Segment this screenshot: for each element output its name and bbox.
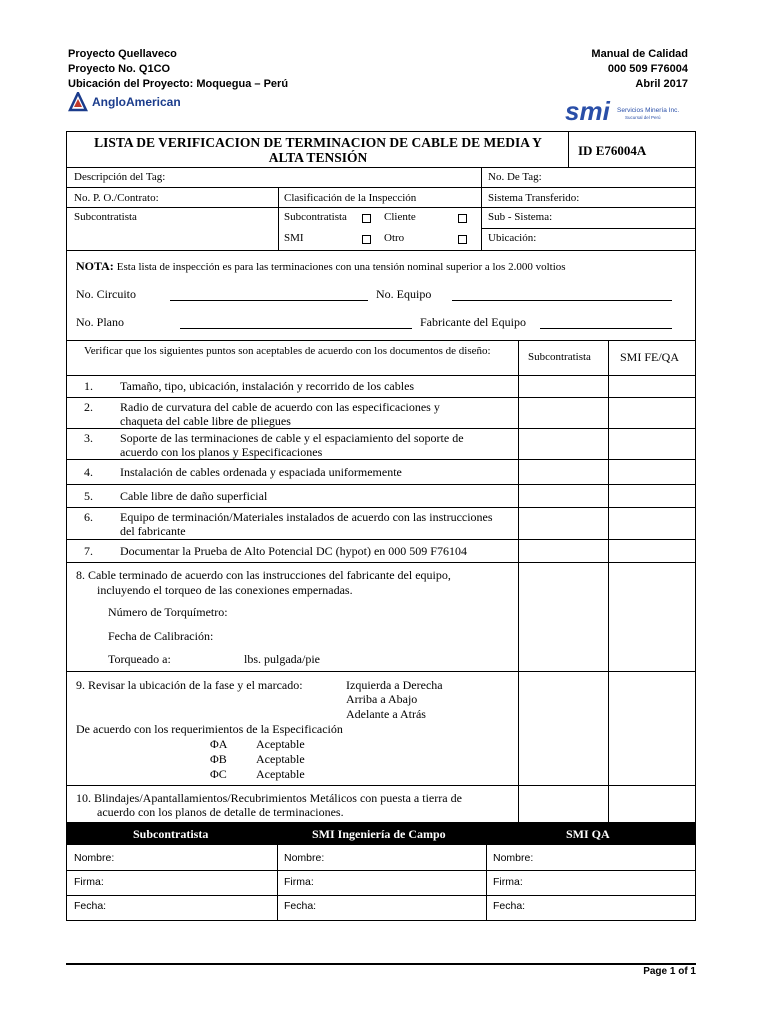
tag-description-label: Descripción del Tag:: [74, 171, 166, 183]
phase-value: Aceptable: [256, 737, 305, 751]
phase-value: Aceptable: [256, 767, 305, 781]
system-transferred-label: Sistema Transferido:: [488, 192, 580, 204]
field-engineering-signature-field[interactable]: Firma:: [284, 876, 314, 888]
circuit-field[interactable]: [170, 300, 368, 301]
manufacturer-field[interactable]: [540, 328, 672, 329]
divider: [66, 562, 696, 563]
equipment-label: No. Equipo: [376, 287, 432, 301]
subsystem-label: Sub - Sistema:: [488, 211, 553, 223]
form-title-line1: LISTA DE VERIFICACION DE TERMINACION DE CABLE DE MEDIA Y: [94, 135, 542, 150]
option-other-label: Otro: [384, 232, 405, 244]
subcontractor-checkbox[interactable]: [362, 214, 371, 223]
divider: [66, 785, 696, 786]
divider: [66, 671, 696, 672]
option-subcontractor-label: Subcontratista: [284, 211, 347, 223]
document-date: Abril 2017: [635, 78, 688, 90]
form-title-line2: ALTA TENSIÓN: [268, 150, 368, 165]
field-engineering-name-field[interactable]: Nombre:: [284, 852, 325, 864]
checklist-intro: Verificar que los siguientes puntos son aceptables de acuerdo con los documentos de diseño:: [84, 345, 491, 357]
item8-text-line2: incluyendo el torqueo de las conexiones empernadas.: [97, 583, 353, 597]
divider: [66, 375, 696, 376]
phase-option: Adelante a Atrás: [346, 707, 426, 721]
tag-number-label: No. De Tag:: [488, 171, 542, 183]
item-number: 6.: [84, 510, 93, 524]
divider: [66, 539, 696, 540]
item-text: Tamaño, tipo, ubicación, instalación y recorrido de los cables: [120, 379, 415, 393]
phase-label: ΦA: [210, 737, 228, 751]
phase-option: Arriba a Abajo: [346, 692, 418, 706]
plan-label: No. Plano: [76, 315, 124, 329]
divider: [66, 340, 696, 341]
spec-requirements-text: De acuerdo con los requerimientos de la Especificación: [76, 722, 343, 736]
po-contract-label: No. P. O./Contrato:: [74, 192, 159, 204]
project-name: Proyecto Quellaveco: [68, 48, 177, 60]
torque-unit: lbs. pulgada/pie: [244, 652, 320, 666]
manufacturer-label: Fabricante del Equipo: [420, 315, 526, 329]
item-text: Documentar la Prueba de Alto Potencial DC (hypot) en 000 509 F76104: [120, 544, 467, 558]
page-number: Page 1 of 1: [643, 966, 696, 977]
col-smi-header: SMI FE/QA: [620, 350, 680, 364]
divider: [66, 397, 696, 398]
signature-col-qa: SMI QA: [566, 827, 610, 841]
smi-brand: smi: [565, 96, 610, 126]
project-number: Proyecto No. Q1CO: [68, 63, 171, 75]
document-number: 000 509 F76004: [607, 63, 688, 75]
circuit-label: No. Circuito: [76, 287, 136, 301]
angloamerican-mark-icon: [68, 92, 88, 112]
item-text: Instalación de cables ordenada y espaciada uniformemente: [120, 465, 402, 479]
divider: [486, 845, 487, 921]
torque-meter-label: Número de Torquímetro:: [108, 605, 228, 619]
client-checkbox[interactable]: [458, 214, 467, 223]
col-divider-1: [518, 340, 519, 822]
qa-date-field[interactable]: Fecha:: [493, 900, 526, 912]
divider: [277, 845, 278, 921]
item-number: 1.: [84, 379, 93, 393]
angloamerican-wordmark: AngloAmerican: [92, 95, 181, 109]
form-title: [78, 135, 558, 165]
field-engineering-date-field[interactable]: Fecha:: [284, 900, 317, 912]
item-number: 7.: [84, 544, 93, 558]
item-number: 2.: [84, 400, 93, 414]
col-subcontractor-header: Subcontratista: [528, 351, 591, 363]
project-location: Ubicación del Proyecto: Moquegua – Perú: [68, 78, 289, 90]
phase-value: Aceptable: [256, 752, 305, 766]
note-text: Esta lista de inspección es para las terminaciones con una tensión nominal superior a los 2.000 voltios: [116, 261, 566, 273]
item9-text: 9. Revisar la ubicación de la fase y el marcado:: [76, 678, 303, 692]
other-checkbox[interactable]: [458, 235, 467, 244]
smi-mark-icon: [565, 96, 690, 126]
document-header: [591, 47, 688, 92]
item-text: Equipo de terminación/Materiales instalados de acuerdo con las instrucciones del fabricante: [120, 510, 493, 538]
divider: [66, 507, 696, 508]
phase-option: Izquierda a Derecha: [346, 678, 443, 692]
option-client-label: Cliente: [384, 211, 416, 223]
divider: [66, 459, 696, 460]
item-number: 3.: [84, 431, 93, 445]
equipment-field[interactable]: [452, 300, 672, 301]
divider: [66, 167, 696, 168]
item-number: 4.: [84, 465, 93, 479]
footer-rule: [66, 963, 696, 965]
qa-signature-field[interactable]: Firma:: [493, 876, 523, 888]
divider: [481, 228, 696, 229]
location-label: Ubicación:: [488, 232, 537, 244]
smi-checkbox[interactable]: [362, 235, 371, 244]
col-divider-2: [608, 340, 609, 822]
manual-name: Manual de Calidad: [591, 48, 688, 60]
divider: [66, 895, 696, 896]
form-id: ID E76004A: [578, 143, 647, 158]
smi-subtitle: Servicios Minería Inc.: [617, 107, 680, 114]
divider: [66, 870, 696, 871]
plan-field[interactable]: [180, 328, 412, 329]
item-text: Cable libre de daño superficial: [120, 489, 268, 503]
inspection-class-label: Clasificación de la Inspección: [284, 192, 417, 204]
divider: [66, 428, 696, 429]
subcontractor-label: Subcontratista: [74, 211, 137, 223]
item8-text-line1: 8. Cable terminado de acuerdo con las instrucciones del fabricante del equipo,: [76, 568, 451, 582]
phase-label: ΦB: [210, 752, 227, 766]
item10-text-line2: acuerdo con los planos de detalle de terminaciones.: [97, 805, 344, 819]
smi-branch: Sucursal del Perú: [625, 115, 661, 120]
subcontractor-name-field[interactable]: Nombre:: [74, 852, 115, 864]
option-smi-label: SMI: [284, 232, 304, 244]
divider: [66, 250, 696, 251]
divider: [66, 187, 696, 188]
item-text: Radio de curvatura del cable de acuerdo con las especificaciones y chaqueta del cable libre de pliegues: [120, 400, 440, 428]
project-header: [68, 47, 288, 92]
item-number: 5.: [84, 489, 93, 503]
signature-col-field-engineering: SMI Ingeniería de Campo: [312, 827, 446, 841]
qa-name-field[interactable]: Nombre:: [493, 852, 534, 864]
phase-label: ΦC: [210, 767, 227, 781]
smi-logo: [565, 96, 690, 126]
divider: [66, 484, 696, 485]
item-text: Soporte de las terminaciones de cable y el espaciamiento del soporte de acuerdo con los planos y Especificaciones: [120, 431, 464, 459]
note: [76, 259, 566, 274]
torqued-label: Torqueado a:: [108, 652, 171, 666]
subcontractor-signature-field[interactable]: Firma:: [74, 876, 104, 888]
divider: [66, 207, 696, 208]
angloamerican-logo: [68, 92, 181, 112]
divider: [278, 187, 279, 250]
note-label: NOTA:: [76, 259, 114, 273]
subcontractor-date-field[interactable]: Fecha:: [74, 900, 107, 912]
calibration-date-label: Fecha de Calibración:: [108, 629, 214, 643]
signature-col-subcontractor: Subcontratista: [133, 827, 209, 841]
item10-text-line1: 10. Blindajes/Apantallamientos/Recubrimientos Metálicos con puesta a tierra de: [76, 791, 462, 805]
title-divider: [568, 131, 569, 168]
divider: [481, 167, 482, 250]
